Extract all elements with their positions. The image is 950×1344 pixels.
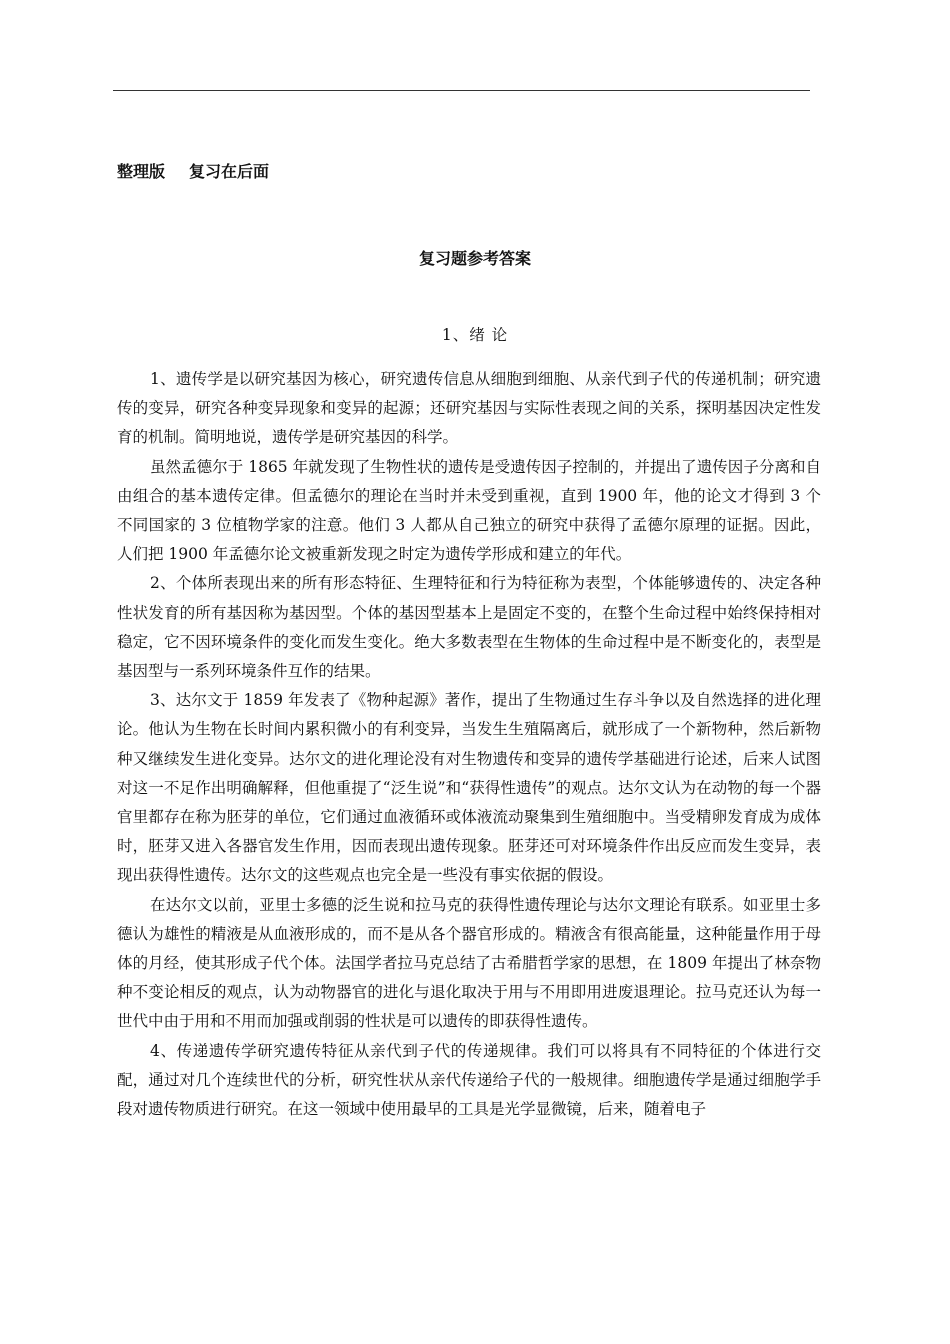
paragraph: 3、达尔文于 1859 年发表了《物种起源》著作，提出了生物通过生存斗争以及自然选择的进化理论。他认为生物在长时间内累积微小的有利变异，当发生生殖隔离后，就形成了一个新物种，然后新物种又继续发生进化变异。达尔文的进化理论没有对生物遗传和变异的遗传学基础进行论述，后来人试图对这一不足作出明确解释，但他重提了“泛生说”和“获得性遗传”的观点。达尔文认为在动物的每一个器官里都存在称为胚芽的单位，它们通过血液循环或体液流动聚集到生殖细胞中。当受精卵发育成为成体时，胚芽又进入各器官发生作用，因而表现出遗传现象。胚芽还可对环境条件作出反应而发生变异，表现出获得性遗传。达尔文的这些观点也完全是一些没有事实依据的假设。 (117, 691, 821, 885)
header-left-label: 整理版 (117, 162, 166, 181)
paragraph: 虽然孟德尔于 1865 年就发现了生物性状的遗传是受遗传因子控制的，并提出了遗传因子分离和自由组合的基本遗传定律。但孟德尔的理论在当时并未受到重视，直到 1900 年，他的论文才得到 3 个不同国家的 3 位植物学家的注意。他们 3 人都从自己独立的研究中获得了孟德尔原理的证据。因此，人们把 1900 年孟德尔论文被重新发现之时定为遗传学形成和建立的年代。 (117, 457, 821, 564)
header-rule (113, 90, 810, 91)
header-note (117, 161, 269, 183)
section-heading: 1、绪 论 (441, 326, 509, 344)
header-right-label: 复习在后面 (189, 162, 270, 181)
paragraph: 2、个体所表现出来的所有形态特征、生理特征和行为特征称为表型，个体能够遗传的、决定各种性状发育的所有基因称为基因型。个体的基因型基本上是固定不变的，在整个生命过程中始终保持相对稳定，它不因环境条件的变化而发生变化。绝大多数表型在生物体的生命过程中是不断变化的，表型是基因型与一系列环境条件互作的结果。 (117, 574, 821, 681)
paragraph: 1、遗传学是以研究基因为核心，研究遗传信息从细胞到细胞、从亲代到子代的传递机制；研究遗传的变异，研究各种变异现象和变异的起源；还研究基因与实际性表现之间的关系，探明基因决定性发育的机制。简明地说，遗传学是研究基因的科学。 (117, 370, 821, 447)
paragraph: 4、传递遗传学研究遗传特征从亲代到子代的传递规律。我们可以将具有不同特征的个体进行交配，通过对几个连续世代的分析，研究性状从亲代传递给子代的一般规律。细胞遗传学是通过细胞学手段对遗传物质进行研究。在这一领域中使用最早的工具是光学显微镜，后来，随着电子 (117, 1041, 821, 1119)
document-title: 复习题参考答案 (418, 249, 531, 268)
document-body (117, 365, 821, 1124)
paragraph: 在达尔文以前，亚里士多德的泛生说和拉马克的获得性遗传理论与达尔文理论有联系。如亚里士多德认为雄性的精液是从血液形成的，而不是从各个器官形成的。精液含有很高能量，这种能量作用于母体的月经，使其形成子代个体。法国学者拉马克总结了古希腊哲学家的思想，在 1809 年提出了林奈物种不变论相反的观点，认为动物器官的进化与退化取决于用与不用即用进废退理论。拉马克还认为每一世代中由于用和不用而加强或削弱的性状是可以遗传的即获得性遗传。 (117, 895, 821, 1031)
